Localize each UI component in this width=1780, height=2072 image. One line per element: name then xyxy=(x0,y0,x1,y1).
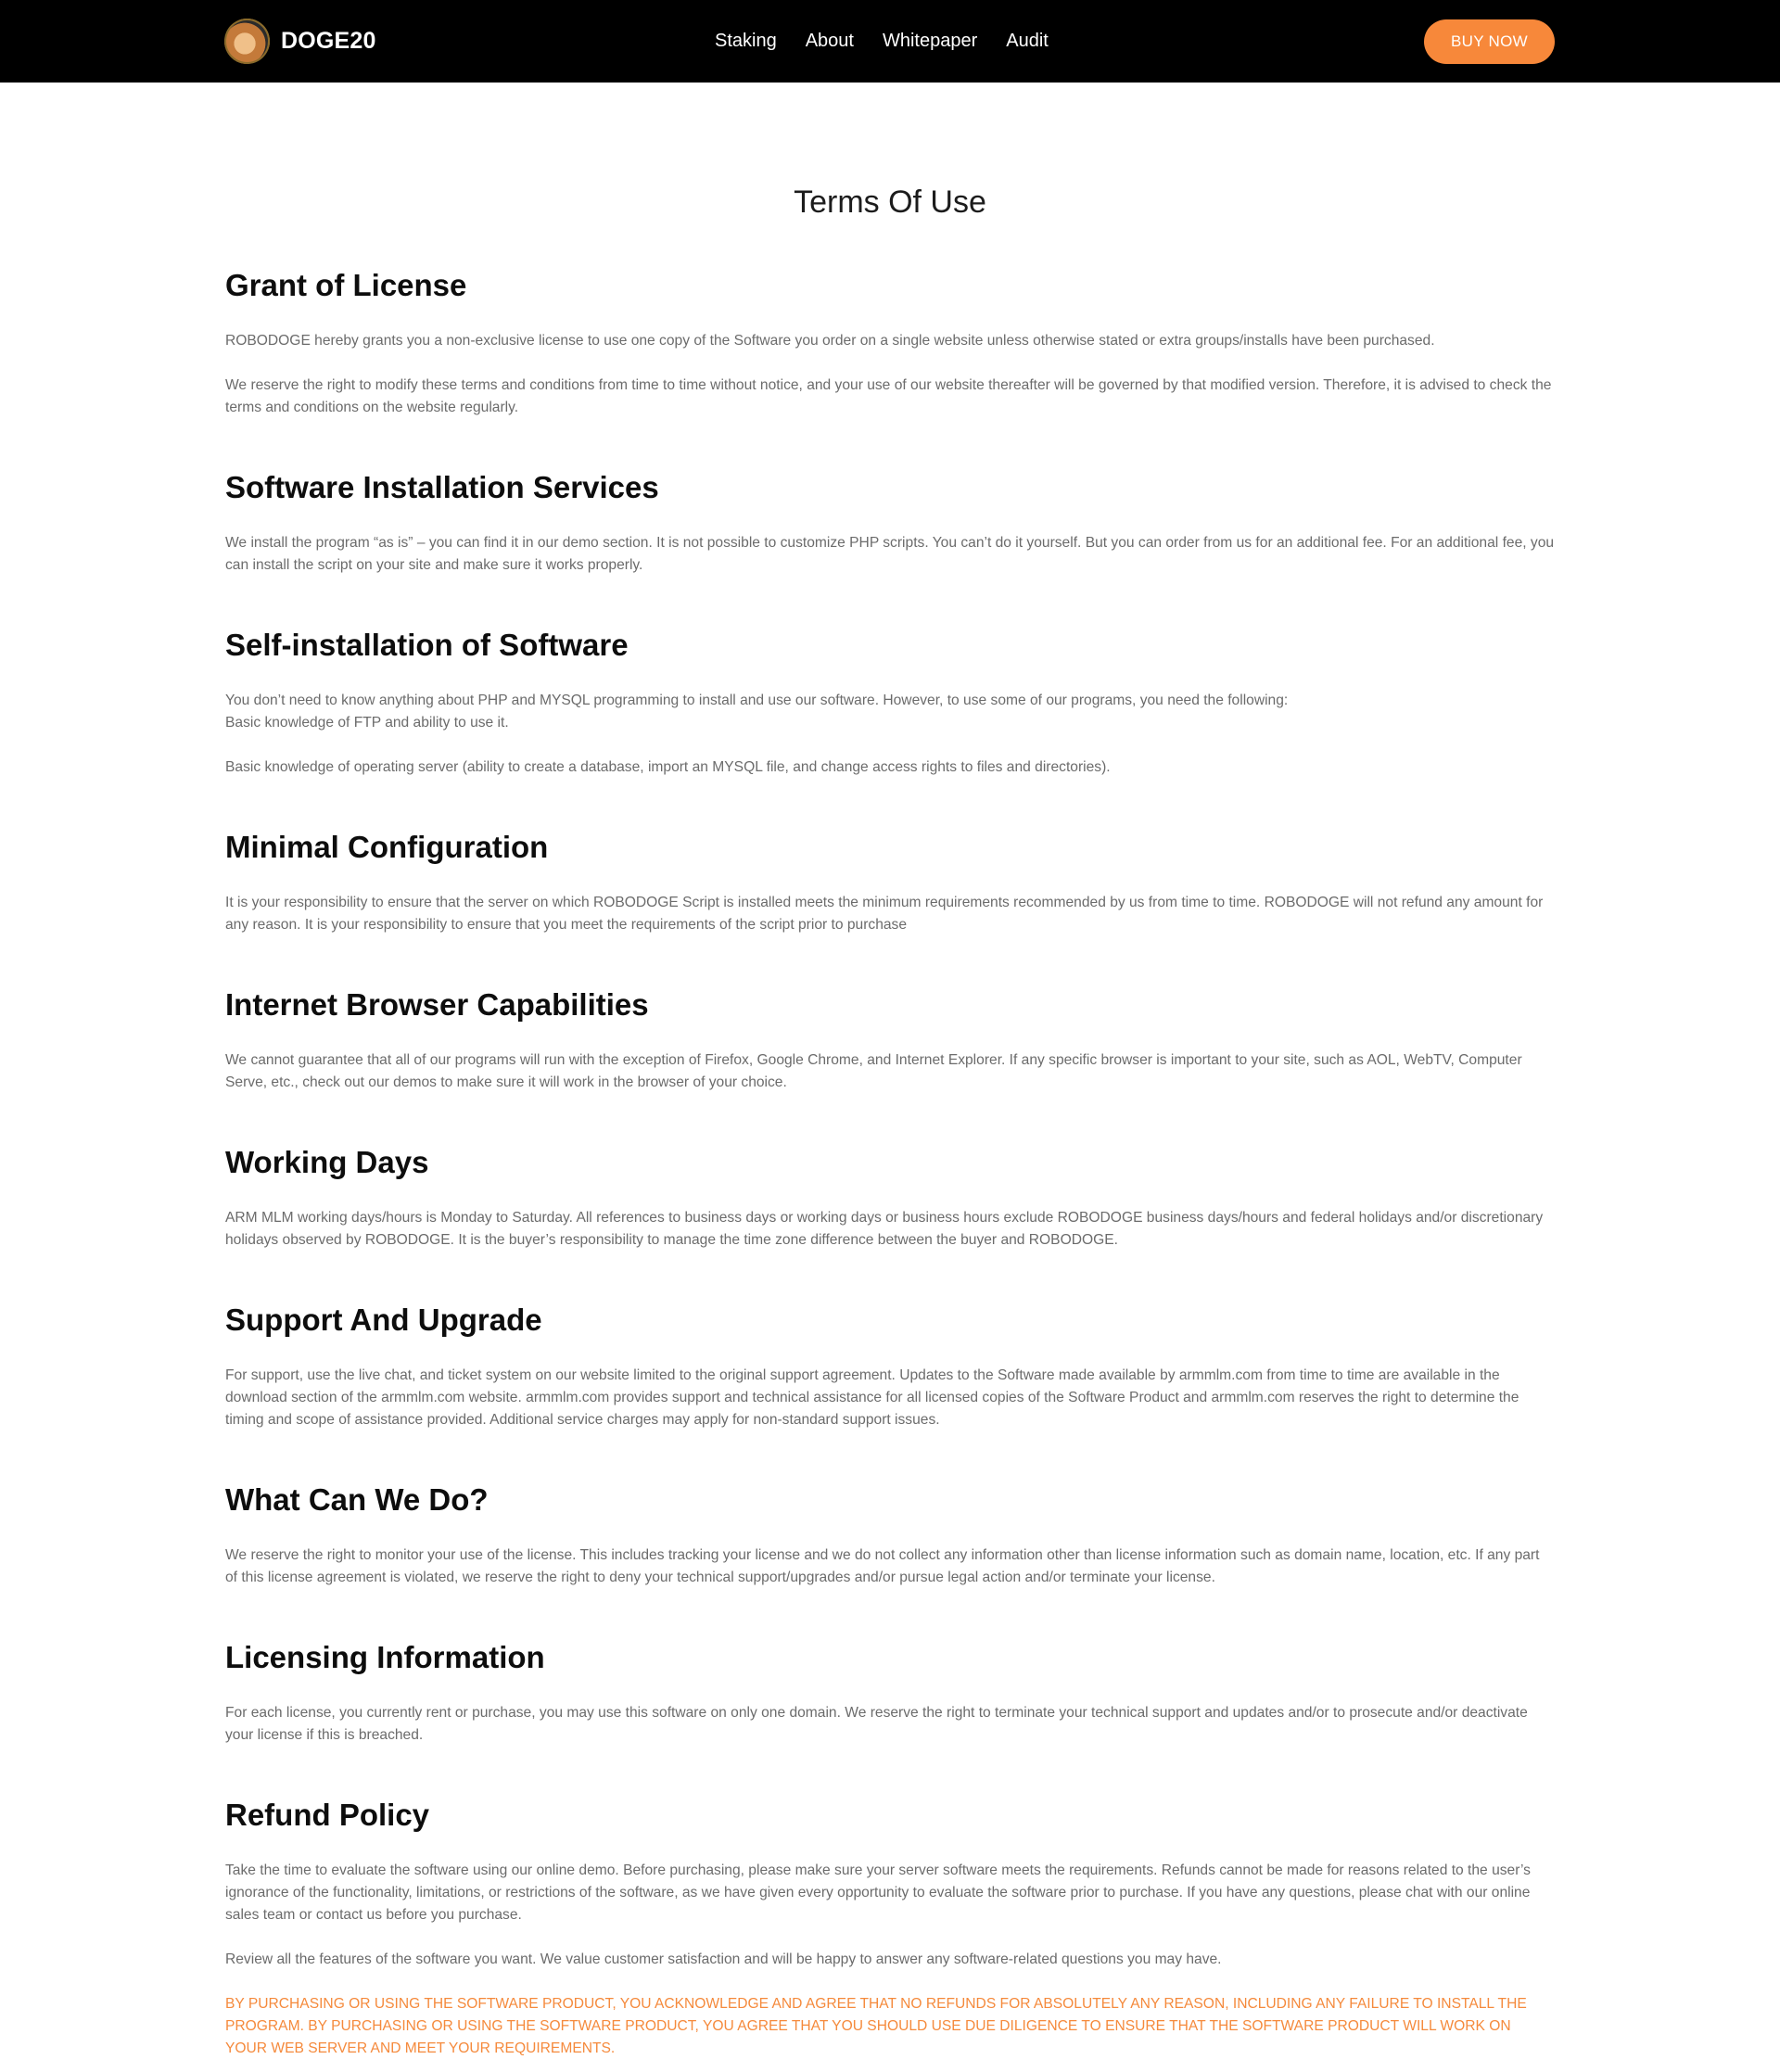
buy-now-button[interactable]: BUY NOW xyxy=(1424,19,1555,64)
nav-link-staking[interactable]: Staking xyxy=(715,31,777,51)
section-paragraph: For each license, you currently rent or purchase, you may use this software on only one domain. We reserve the right to terminate your technical support and updates and/or to prosecute and/or deactivate your license if this is breached. xyxy=(225,1705,1528,1743)
brand[interactable] xyxy=(224,19,376,64)
section-paragraph: It is your responsibility to ensure that the server on which ROBODOGE Script is installed meets the minimum requirements recommended by us from time to time. ROBODOGE will not refund any amount for any reason. It is your responsibility to ensure that you meet the requirements of the script prior to purchase xyxy=(225,895,1544,933)
section-paragraph: For support, use the live chat, and ticket system on our website limited to the original support agreement. Updates to the Software made available by armmlm.com from time to time are available in the download section of the armmlm.com website. armmlm.com provides support and technical assistance for all licensed copies of the Software Product and armmlm.com reserves the right to determine the timing and scope of assistance provided. Additional service charges may apply for non-standard support issues. xyxy=(225,1367,1519,1428)
section-title-working-days: Working Days xyxy=(225,1145,429,1179)
page-title: Terms Of Use xyxy=(794,184,986,220)
section-paragraph: ARM MLM working days/hours is Monday to Saturday. All references to business days or working days or business hours exclude ROBODOGE business days/hours and federal holidays and/or discretionary holidays observed by ROBODOGE. It is the buyer’s responsibility to manage the time zone difference between the buyer and ROBODOGE. xyxy=(225,1210,1544,1248)
nav-link-audit[interactable]: Audit xyxy=(1006,31,1049,51)
nav-link-about[interactable]: About xyxy=(805,31,854,51)
section-title-grant-of-license: Grant of License xyxy=(225,268,467,302)
top-navbar xyxy=(0,0,1780,83)
refund-disclaimer: BY PURCHASING OR USING THE SOFTWARE PRODUCT, YOU ACKNOWLEDGE AND AGREE THAT NO REFUNDS FOR ABSOLUTELY ANY REASON, INCLUDING ANY FAILURE TO INSTALL THE PROGRAM. BY PURCHASING OR USING THE SOFTWARE PRODUCT, YOU AGREE THAT YOU SHOULD USE DUE DILIGENCE TO ENSURE THAT THE SOFTWARE PRODUCT WILL WORK ON YOUR WEB SERVER AND MEET YOUR REQUIREMENTS. xyxy=(225,1996,1527,2056)
section-paragraph: We reserve the right to monitor your use of the license. This includes tracking your license and we do not collect any information other than license information such as domain name, location, etc. If any part of this license agreement is violated, we reserve the right to deny your technical support/upgrades and/or pursue legal action and/or terminate your license. xyxy=(225,1547,1540,1585)
section-title-support-and-upgrade: Support And Upgrade xyxy=(225,1303,542,1337)
section-paragraph: Basic knowledge of FTP and ability to use it. xyxy=(225,715,509,731)
section-title-minimal-configuration: Minimal Configuration xyxy=(225,830,549,864)
nav-link-whitepaper[interactable]: Whitepaper xyxy=(882,31,978,51)
brand-name: DOGE20 xyxy=(281,28,376,54)
section-paragraph: We install the program “as is” – you can find it in our demo section. It is not possible to customize PHP scripts. You can’t do it yourself. But you can order from us for an additional fee. For an additional fee, you can install the script on your site and make sure it works properly. xyxy=(225,535,1555,573)
section-title-refund-policy: Refund Policy xyxy=(225,1798,430,1832)
doge-coin-logo-icon xyxy=(224,19,270,64)
section-title-licensing-information: Licensing Information xyxy=(225,1640,545,1674)
section-paragraph: ROBODOGE hereby grants you a non-exclusive license to use one copy of the Software you order on a single website unless otherwise stated or extra groups/installs have been purchased. xyxy=(225,333,1435,349)
section-title-what-can-we-do: What Can We Do? xyxy=(225,1482,489,1517)
section-paragraph: You don’t need to know anything about PHP and MYSQL programming to install and use our software. However, to use some of our programs, you need the following: xyxy=(225,693,1289,708)
section-title-self-installation: Self-installation of Software xyxy=(225,628,629,662)
main-nav xyxy=(715,0,1049,83)
section-paragraph: Basic knowledge of operating server (ability to create a database, import an MYSQL file, and change access rights to files and directories). xyxy=(225,759,1111,775)
section-paragraph: We cannot guarantee that all of our programs will run with the exception of Firefox, Google Chrome, and Internet Explorer. If any specific browser is important to your site, such as AOL, WebTV, Computer Serve, etc., check out our demos to make sure it will work in the browser of your choice. xyxy=(225,1052,1522,1090)
section-paragraph: Review all the features of the software you want. We value customer satisfaction and will be happy to answer any software-related questions you may have. xyxy=(225,1951,1222,1967)
section-paragraph: We reserve the right to modify these terms and conditions from time to time without notice, and your use of our website thereafter will be governed by that modified version. Therefore, it is advised to check the terms and conditions on the website regularly. xyxy=(225,377,1552,415)
section-title-browser-capabilities: Internet Browser Capabilities xyxy=(225,987,649,1022)
section-title-software-installation: Software Installation Services xyxy=(225,470,659,504)
section-paragraph: Take the time to evaluate the software using our online demo. Before purchasing, please make sure your server software meets the requirements. Refunds cannot be made for reasons related to the user’s ignorance of the functionality, limitations, or restrictions of the software, as we have given every opportunity to evaluate the software prior to purchase. If you have any questions, please chat with our online sales team or contact us before you purchase. xyxy=(225,1862,1531,1923)
